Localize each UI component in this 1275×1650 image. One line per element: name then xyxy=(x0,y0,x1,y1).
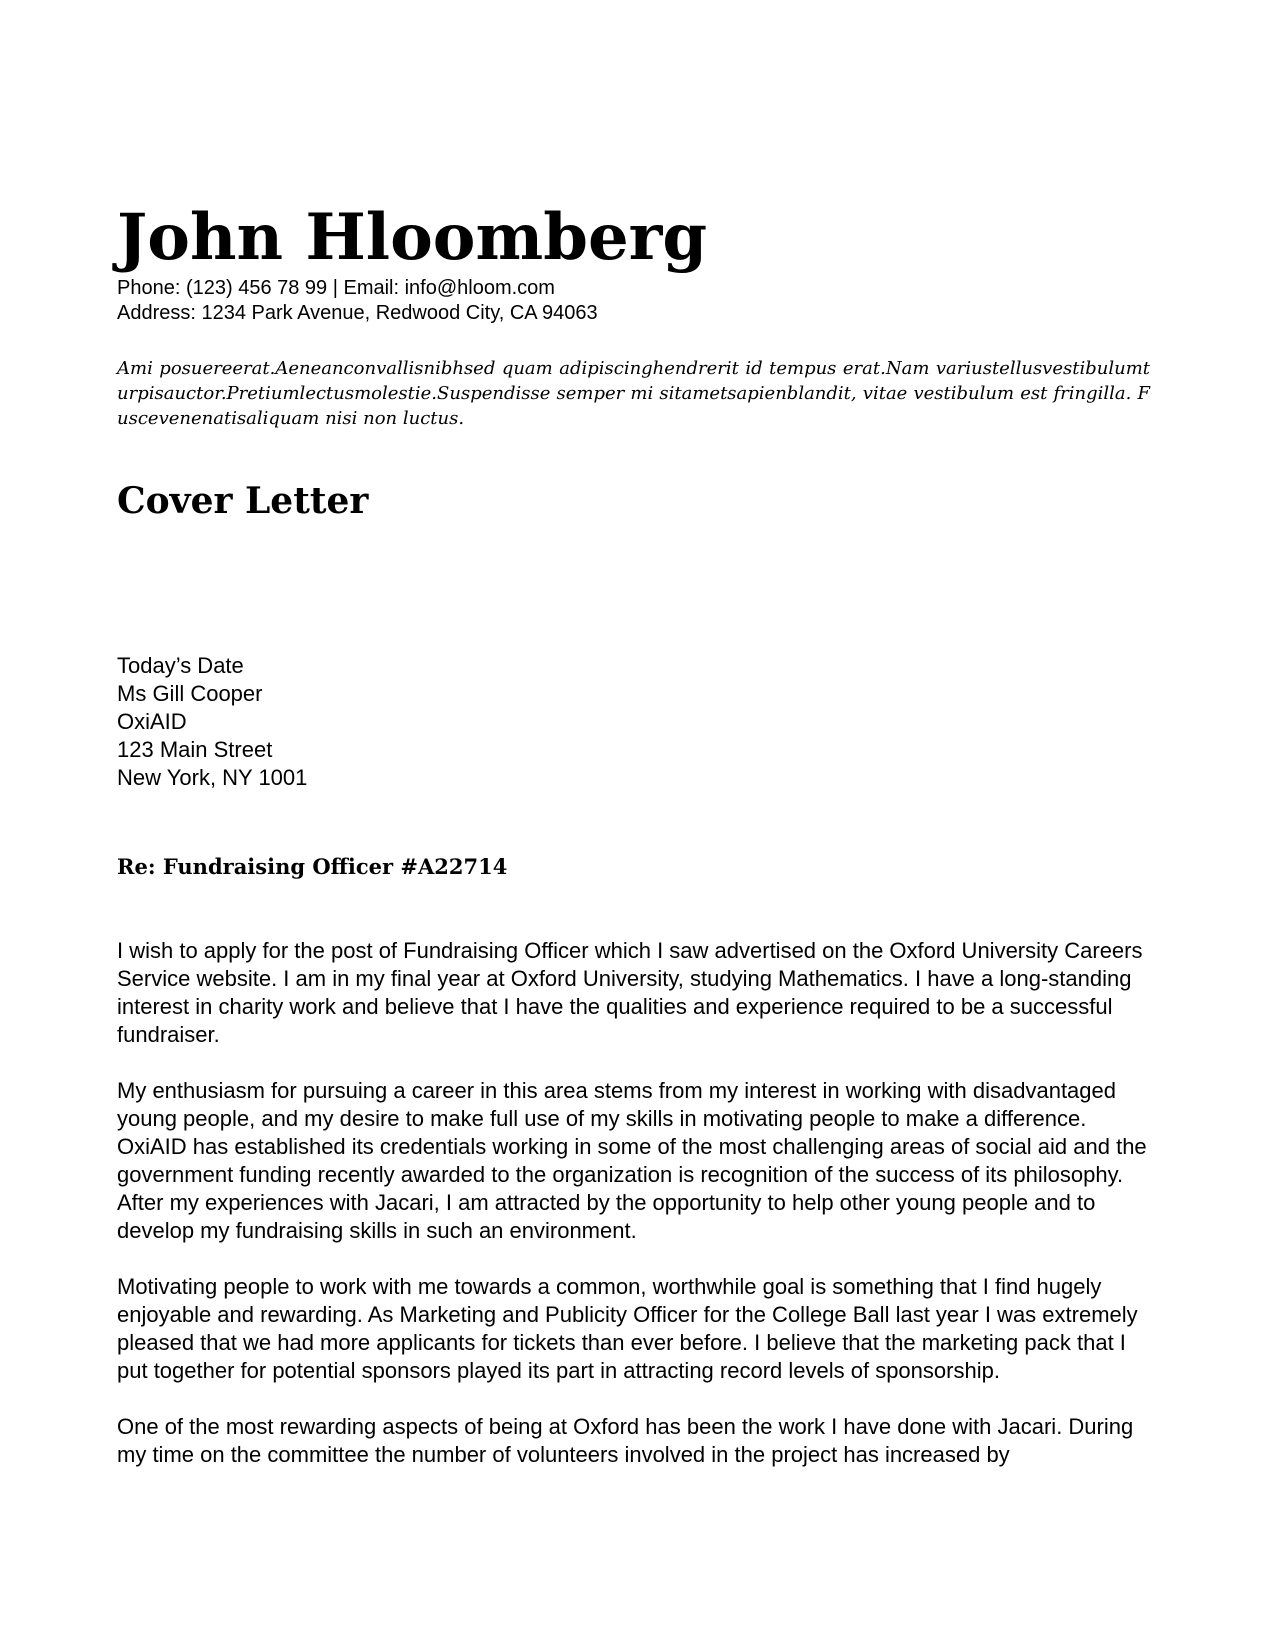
summary-text: Ami posuereerat.Aeneanconvallisnibhsed quam adipiscinghendrerit id tempus erat.Nam variustellusvestibulumturpisauctor.Pretiumlectusmolestie.Suspendisse semper mi sitametsapienblandit, vitae vestibulum est fringilla. Fuscevenenatisaliquam nisi non luctus. xyxy=(117,358,1150,429)
address-line: Address: 1234 Park Avenue, Redwood City, CA 94063 xyxy=(117,302,598,324)
recipient-street: 123 Main Street xyxy=(117,737,273,762)
letter-subject: Re: Fundraising Officer #A22714 xyxy=(117,854,508,879)
body-paragraph: My enthusiasm for pursuing a career in this area stems from my interest in working with disadvantaged young people, and my desire to make full use of my skills in motivating people to make a difference. OxiAID has established its credentials working in some of the most challenging areas of social aid and the government funding recently awarded to the organization is recognition of the success of its philosophy. After my experiences with Jacari, I am attracted by the opportunity to help other young people and to develop my fundraising skills in such an environment. xyxy=(117,1078,1147,1243)
recipient-city: New York, NY 1001 xyxy=(117,765,308,790)
recipient-name: Ms Gill Cooper xyxy=(117,681,263,706)
applicant-name: John Hloomberg xyxy=(117,200,708,275)
body-paragraph: Motivating people to work with me towards a common, worthwhile goal is something that I find hugely enjoyable and rewarding. As Marketing and Publicity Officer for the College Ball last year I was extremely pleased that we had more applicants for tickets than ever before. I believe that the marketing pack that I put together for potential sponsors played its part in attracting record levels of sponsorship. xyxy=(117,1274,1138,1383)
recipient-address-block xyxy=(117,652,307,792)
contact-line: Phone: (123) 456 78 99 | Email: info@hloom.com xyxy=(117,277,555,299)
letter-date: Today’s Date xyxy=(117,653,244,678)
letter-body xyxy=(117,937,1157,1497)
recipient-company: OxiAID xyxy=(117,709,187,734)
body-paragraph: One of the most rewarding aspects of being at Oxford has been the work I have done with Jacari. During my time on the committee the number of volunteers involved in the project has increased by xyxy=(117,1414,1134,1467)
document-title: Cover Letter xyxy=(117,480,369,522)
body-paragraph: I wish to apply for the post of Fundraising Officer which I saw advertised on the Oxford University Careers Service website. I am in my final year at Oxford University, studying Mathematics. I have a long-standing interest in charity work and believe that I have the qualities and experience required to be a successful fundraiser. xyxy=(117,938,1143,1047)
